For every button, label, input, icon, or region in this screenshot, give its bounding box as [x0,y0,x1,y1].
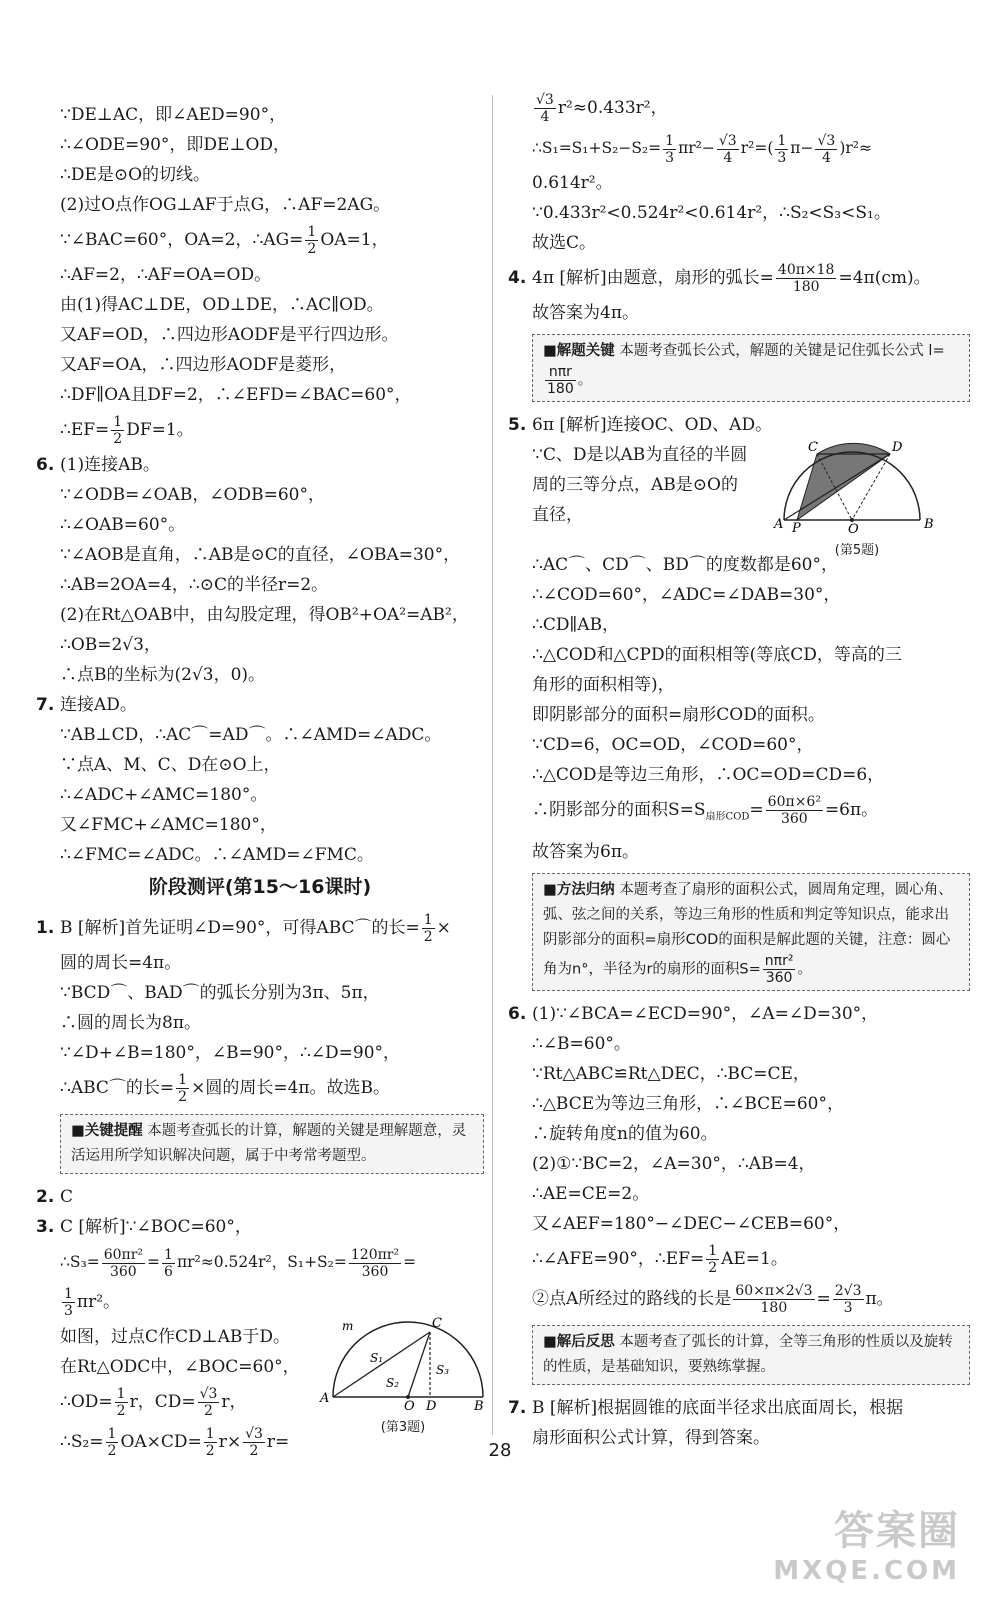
text-line: ∴旋转角度n的值为60。 [532,1124,718,1145]
text-line: ∴DE是⊙O的切线。 [60,165,211,185]
text-line: ∴S₁=S₁+S₂−S₂= $\frac{1}{3}$ πr²− $\frac{√3}{4}$ r²=( $\frac{1}{3}$ π− $\frac{√3}{4}$ )r²≈ [532,132,872,166]
svg-text:m: m [342,1319,354,1333]
text-line: 又∠FMC+∠AMC=180°， [60,815,277,835]
svg-text:P: P [792,521,801,535]
text-line: ∴∠COD=60°，∠ADC=∠DAB=30°， [532,585,841,605]
text-line: ∴∠OAB=60°。 [60,515,186,535]
text-line: 扇形面积公式计算，得到答案。 [532,1428,770,1449]
reflection-note: ■解后反思 本题考查了弧长的计算，全等三角形的性质以及旋转的性质，是基础知识，要熟练掌握。 [532,1325,970,1385]
fraction: $\frac{1}{2}$ [423,912,433,945]
text-line: (2)过O点作OG⊥AF于点G，∴AF=2AG。 [60,195,391,215]
text-line: $\frac{1}{3}$ πr²。 [64,1286,121,1319]
text-line: ∴AE=CE=2。 [532,1184,650,1205]
text-line: (2)①∵BC=2，∠A=30°，∴AB=4， [532,1154,816,1175]
column-divider [492,95,493,1435]
fraction: $\frac{√3}{2}$ [199,1386,218,1419]
fraction: $\frac{1}{2}$ [205,1426,215,1459]
text-line: ∴∠ODE=90°，即DE⊥OD， [60,135,291,155]
text-line: ∴AC⌒、CD⌒、BD⌒的度数都是60°， [532,555,838,575]
text-line: 由(1)得AC⊥DE，OD⊥DE，∴AC∥OD。 [60,295,384,315]
svg-text:A: A [774,517,784,532]
text-line: 故答案为6π。 [532,842,639,863]
svg-text:O: O [848,522,859,535]
text-line: ∴点B的坐标为(2√3，0)。 [60,665,266,685]
text-line: 0.614r²。 [532,173,613,193]
section-title: 阶段测评(第15～16课时) [148,876,372,898]
text-line: ∵AB⊥CD，∴AC⌒=AD⌒。∴∠AMD=∠ADC。 [60,725,442,745]
text-line: ∵CD=6，OC=OD，∠COD=60°， [532,735,814,755]
key-point-note: ■解题关键 本题考查弧长公式，解题的关键是记住弧长公式 l= $\frac{\text{nπr}}{180}$ 。 [532,334,970,402]
watermark-line-2: MXQE.COM [773,1556,960,1586]
text-line: 周的三等分点，AB是⊙O的 [532,475,738,495]
fraction: $\frac{\text{nπr²}}{360}$ [764,953,794,987]
figure-question-5 [772,440,942,558]
fraction: $\frac{\text{60π×6²}}{360}$ [767,794,821,827]
fraction: $\frac{1}{2}$ [708,1243,718,1277]
svg-text:C: C [808,440,818,455]
svg-text:D: D [426,1399,437,1412]
text-line: ∵DE⊥AC，即∠AED=90°， [60,105,287,125]
question-3: 3. C [解析]∵∠BOC=60°， [36,1217,252,1237]
text-line: ∴S₃= $\frac{\text{60πr²}}{360}$ = $\frac{1}{6}$ πr²≈0.524r²，S₁+S₂= $\frac{\text{120πr²}}{360}$ = [60,1246,417,1280]
fraction: $\frac{1}{2}$ [113,414,123,447]
question-1: 1. B [解析]首先证明∠D=90°，可得ABC⌒的长= $\frac{1}{2}$ × [36,912,451,945]
svg-text:D: D [892,440,903,455]
text-line: ∵∠ODB=∠OAB，∠ODB=60°， [60,485,325,505]
right-column [508,88,970,1453]
fraction: $\frac{1}{2}$ [307,224,317,257]
question-7: 7. B [解析]根据圆锥的底面半径求出底面周长，根据 [508,1398,904,1419]
text-line: ∴△COD是等边三角形，∴OC=OD=CD=6， [532,765,885,785]
text-line: ∴△BCE为等边三角形，∴∠BCE=60°， [532,1094,844,1115]
fraction: $\frac{60\times\pi\times 2√3}{180}$ [735,1283,813,1317]
text-line: 圆的周长=4π。 [60,953,182,973]
fraction: $\frac{\text{120πr²}}{360}$ [350,1246,400,1280]
fraction: $\frac{√3}{4}$ [718,132,737,166]
text-line: ∴S₂= $\frac{1}{2}$ OA×CD= $\frac{1}{2}$ r× $\frac{√3}{2}$ r= [60,1426,290,1459]
svg-text:O: O [404,1399,415,1412]
text-line: $\frac{√3}{4}$ r²≈0.433r²， [536,92,668,125]
fraction: $\frac{1}{3}$ [64,1286,73,1319]
text-line: 又AF=OA，∴四边形AODF是菱形， [60,355,347,375]
method-summary-note: ■方法归纳 本题考查了扇形的面积公式，圆周角定理，圆心角、弧、弦之间的关系，等边三角形的性质和判定等知识点，能求出阴影部分的面积=扇形COD的面积是解此题的关键，注意：圆心角为n°，半径为r的扇形的面积S= $\frac{\text{nπr²}}{360}$ 。 [532,873,970,991]
question-6: 6. (1)∵∠BCA=∠ECD=90°，∠A=∠D=30°， [508,1004,879,1025]
text-line: ∴OB=2√3， [60,635,161,655]
text-line: 故答案为4π。 [532,303,639,323]
text-line: ∴圆的周长为8π。 [60,1013,201,1033]
question-5: 5. 6π [解析]连接OC、OD、AD。 [508,415,773,435]
svg-text:S₃: S₃ [436,1363,450,1377]
fraction: $\frac{1}{6}$ [164,1246,173,1280]
svg-text:C: C [432,1316,442,1331]
text-line: ∴∠B=60°。 [532,1034,631,1055]
fraction: $\frac{1}{2}$ [116,1386,126,1419]
fraction: $\frac{\text{60πr²}}{360}$ [103,1246,144,1280]
svg-text:S₁: S₁ [370,1351,384,1365]
key-reminder-note: ■关键提醒 本题考查弧长的计算，解题的关键是理解题意，灵活运用所学知识解决问题，属于中考常考题型。 [60,1114,484,1174]
text-line: ∴DF∥OA且DF=2，∴∠EFD=∠BAC=60°， [60,385,412,405]
text-line: ∵∠AOB是直角，∴AB是⊙C的直径，∠OBA=30°， [60,545,461,565]
left-column [36,100,484,1462]
text-line: ∴∠FMC=∠ADC。∴∠AMD=∠FMC。 [60,845,374,865]
svg-text:S₂: S₂ [386,1376,400,1390]
fraction: $\frac{√3}{4}$ [817,132,836,166]
figure-caption: (第5题) [834,543,880,558]
semicircle-diagram [318,1302,488,1412]
text-line: ∵Rt△ABC≌Rt△DEC，∴BC=CE， [532,1064,810,1085]
text-line: ∴∠AFE=90°，∴EF= $\frac{1}{2}$ AE=1。 [532,1243,788,1277]
text-line: 又AF=OD，∴四边形AODF是平行四边形。 [60,325,399,345]
text-line: 故选C。 [532,233,597,253]
fraction: $\frac{1}{2}$ [107,1426,117,1459]
question-4: 4. 4π [解析]由题意，扇形的弧长= $\frac{40\pi\times 18}{180}$ =4π(cm)。 [508,262,931,295]
text-line: (2)在Rt△OAB中，由勾股定理，得OB²+OA²=AB²， [60,605,469,625]
text-line: ∵∠D+∠B=180°，∠B=90°，∴∠D=90°， [60,1043,401,1063]
text-line: ∴AB=2OA=4，∴⊙C的半径r=2。 [60,575,329,595]
text-line: ∴ABC⌒的长= $\frac{1}{2}$ ×圆的周长=4π。故选B。 [60,1072,391,1105]
text-line: ∵BCD⌒、BAD⌒的弧长分别为3π、5π， [60,983,380,1003]
text-line: ∴∠ADC+∠AMC=180°。 [60,785,268,805]
fraction: $\frac{40\pi\times 18}{180}$ [777,262,835,295]
text-line: 直径， [532,505,583,525]
question-2: 2. C [36,1187,74,1207]
text-line: ∴EF= $\frac{1}{2}$ DF=1。 [60,414,194,447]
text-line: 在Rt△ODC中，∠BOC=60°， [60,1357,300,1377]
watermark-line-1: 答案圈 [834,1508,960,1554]
fraction: $\frac{√3}{2}$ [245,1426,263,1459]
text-line: ∵0.433r²<0.524r²<0.614r²，∴S₂<S₃<S₁。 [532,203,891,223]
page-number: 28 [488,1440,512,1461]
fraction: $\frac{√3}{4}$ [536,92,554,125]
figure-question-3 [318,1302,488,1435]
fraction: $\frac{\text{nπr}}{180}$ [547,364,574,397]
figure-caption: (第3题) [380,1420,426,1435]
question-7: 7. 连接AD。 [36,695,137,715]
text-line: ∵∠BAC=60°，OA=2，∴AG= $\frac{1}{2}$ OA=1， [60,224,389,257]
svg-text:B: B [924,517,934,532]
text-line: ∵点A、M、C、D在⊙O上， [60,755,281,775]
text-line: ∴OD= $\frac{1}{2}$ r，CD= $\frac{√3}{2}$ r， [60,1386,247,1419]
text-line: ②点A所经过的路线的长是 $\frac{60\times\pi\times 2√3}{180}$ = $\frac{2√3}{3}$ π。 [532,1283,894,1317]
fraction: $\frac{1}{3}$ [777,132,787,166]
text-line: 又∠AEF=180°−∠DEC−∠CEB=60°， [532,1214,851,1235]
text-line: ∴△COD和△CPD的面积相等(等底CD，等高的三 [532,645,902,665]
text-line: ∴阴影部分的面积$S=S_{扇形COD}=$ $\frac{\text{60π×6²}}{360}$ =6π。 [532,794,879,827]
fraction: $\frac{1}{3}$ [665,132,675,166]
fraction: $\frac{2√3}{3}$ [834,1283,862,1317]
svg-text:A: A [320,1391,330,1406]
svg-text:B: B [474,1399,484,1412]
question-6: 6. (1)连接AB。 [36,455,160,475]
fraction: $\frac{1}{2}$ [178,1072,188,1105]
watermark [773,1499,960,1586]
text-line: ∵C、D是以AB为直径的半圆 [532,445,748,465]
semicircle-shaded-diagram [772,440,942,535]
text-line: ∴CD∥AB， [532,615,620,635]
text-line: 如图，过点C作CD⊥AB于D。 [60,1327,291,1347]
text-line: 角形的面积相等)， [532,675,675,695]
text-line: 即阴影部分的面积=扇形COD的面积。 [532,705,825,725]
text-line: ∴AF=2，∴AF=OA=OD。 [60,265,272,285]
